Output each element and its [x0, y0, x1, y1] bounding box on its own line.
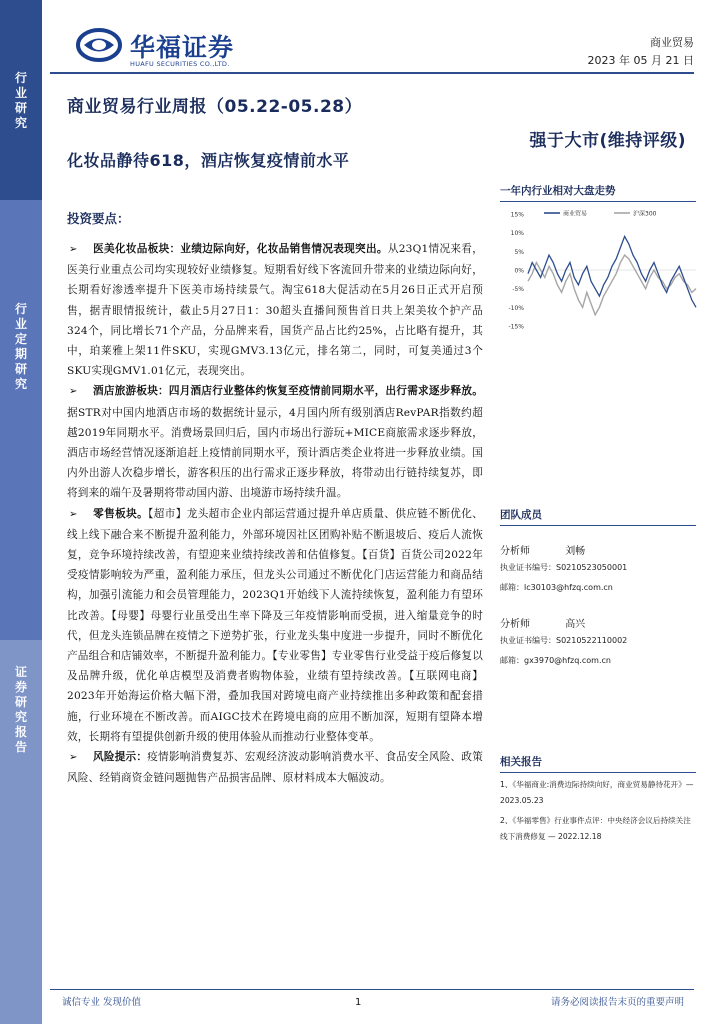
- report-subtitle: 化妆品静待618，酒店恢复疫情前水平: [67, 151, 350, 170]
- sidebar-char: 报: [14, 725, 27, 739]
- sidebar-char: 研: [14, 362, 27, 376]
- sidebar-vertical-text: [15, 303, 27, 393]
- header-category: 商业贸易: [650, 36, 694, 49]
- paragraph-heading: 酒店旅游板块：四月酒店行业整体约恢复至疫情前同期水平，出行需求逐步释放。: [93, 385, 483, 398]
- sidebar-char: 究: [14, 377, 27, 391]
- huafu-logo-icon: [76, 28, 122, 62]
- member-row: [500, 542, 696, 557]
- sidebar-char: 证: [14, 665, 27, 679]
- sidebar-char: 业: [14, 317, 27, 331]
- related-reports: [500, 754, 696, 845]
- paragraph-risk: [67, 747, 483, 788]
- investment-highlights: [67, 209, 483, 788]
- rating-label: 强于大市(维持评级): [529, 131, 686, 151]
- sidebar-char: 期: [14, 347, 27, 361]
- paragraph-text: 【超市】龙头超市企业内部运营通过提升单店质量、供应链不断优化、线上线下融合来不断提升盈利能力，外部环境因社区团购补贴不断退坡后、疫后人流恢复，竞争环境持续改善，有望迎来业绩持续改善和估值修复。【百货】百货公司2022年受疫情影响较为严重，盈利能力承压，但龙头公司通过不断优化门店运营能力和商品结构，加强引流能力和会员管理能力，2023Q1开始线下人流持续恢复，盈利能力有望环比改善。【母婴】母婴行业虽受出生率下降及三年疫情影响而受损，进入缩量竞争的时代，但龙头连锁品牌在疫情之下逆势扩张，行业龙头集中度进一步提升，同时不断优化产品组合和店铺效率，不断提升盈利能力。【专业零售】专业零售行业受益于疫后修复以及品牌升级，优化单店模型及消费者购物体验，业绩有望持续改善。【互联网电商】2023年开始海运价格大幅下滑，叠加我国对跨境电商产业持续推出多种政策和配套措施，行业环境在不断改善。而AIGC技术在跨境电商的应用不断加深，短期有望降本增效，长期将有望提供创新升级的使用体验从而推动行业整体变革。: [67, 507, 483, 743]
- team-title: 团队成员: [500, 507, 696, 526]
- paragraph-heading: 风险提示：: [93, 751, 148, 764]
- member-row: [500, 615, 696, 630]
- sidebar-char: 告: [14, 740, 27, 754]
- y-tick-label: -15%: [508, 323, 524, 331]
- section-title: 投资要点：: [67, 211, 130, 226]
- legend-label: 沪深300: [633, 210, 657, 218]
- sidebar-block-periodic: [0, 200, 42, 640]
- bullet-arrow-icon: ➢: [69, 752, 78, 764]
- paragraph-cosmetics: [67, 239, 483, 381]
- page-number: 1: [355, 997, 362, 1008]
- sidebar-block-research: [0, 0, 42, 200]
- brand-name-cn: 华福证券: [130, 33, 235, 62]
- member-email: 邮箱：gx3970@hfzq.com.cn: [500, 656, 611, 665]
- footer-divider: [50, 989, 694, 990]
- left-sidebar: [0, 0, 42, 1024]
- team-member: [500, 542, 696, 593]
- y-tick-label: -10%: [508, 304, 524, 312]
- related-report-item[interactable]: 2、《华福零售》行业事件点评：中央经济会议后持续关注线下消费修复 — 2022.12.18: [500, 816, 691, 841]
- paragraph-text: 疫情影响消费复苏、宏观经济波动影响消费水平、食品安全风险、政策风险、经销商资金链问题抛售产品损害品牌、原材料成本大幅波动。: [67, 751, 484, 785]
- member-name: 刘畅: [565, 546, 586, 557]
- bullet-arrow-icon: ➢: [69, 508, 78, 520]
- sidebar-vertical-text: [15, 666, 27, 756]
- bullet-arrow-icon: ➢: [69, 386, 78, 398]
- team-section: [500, 507, 696, 666]
- y-tick-label: 15%: [510, 211, 524, 219]
- legend-label: 商业贸易: [563, 210, 588, 218]
- chart-title: 一年内行业相对大盘走势: [500, 183, 696, 202]
- paragraph-hotel-travel: [67, 381, 483, 503]
- y-tick-label: -5%: [512, 286, 524, 294]
- relative-performance-chart: [500, 204, 700, 334]
- member-name: 高兴: [565, 619, 586, 630]
- sidebar-char: 行: [14, 71, 27, 85]
- sidebar-char: 究: [14, 116, 27, 130]
- footer-disclaimer: 请务必阅读报告末页的重要声明: [550, 997, 684, 1008]
- related-report-item[interactable]: 1、《华福商业:消费边际持续向好，商业贸易静待花开》— 2023.05.23: [500, 780, 694, 805]
- footer-slogan: 诚信专业 发现价值: [62, 997, 142, 1008]
- chart-header: [500, 183, 696, 202]
- sidebar-vertical-text: [15, 72, 27, 132]
- team-member: [500, 615, 696, 666]
- related-title: 相关报告: [500, 754, 696, 773]
- sidebar-char: 研: [14, 695, 27, 709]
- member-role: 分析师: [500, 619, 530, 630]
- member-email: 邮箱：lc30103@hfzq.com.cn: [500, 583, 613, 592]
- member-role: 分析师: [500, 546, 530, 557]
- paragraph-text: 从23Q1情况来看，医美行业重点公司均实现较好业绩修复。短期看好线下客流回升带来的业绩边际向好，长期看好渗透率提升下医美市场持续景气。淘宝618大促活动在5月26日正式开启预售，据青眼情报统计，截止5月27日1：30超头直播间预售首日共上架美妆个护产品324个，同比增长71个产品，分品牌来看，国货产品占比约25%，占比略有提升，其中，珀莱雅上架11件SKU，实现GMV3.13亿元，排名第二，同时，可复美通过3个SKU实现GMV1.01亿元，表现突出。: [67, 243, 484, 378]
- sidebar-char: 业: [14, 86, 27, 100]
- member-cert: 执业证书编号：S0210523050001: [500, 563, 628, 572]
- header-date: 2023 年 05 月 21 日: [587, 54, 694, 67]
- member-cert: 执业证书编号：S0210522110002: [500, 636, 628, 645]
- y-tick-label: 0%: [514, 267, 524, 275]
- sidebar-char: 行: [14, 302, 27, 316]
- sidebar-char: 券: [14, 680, 27, 694]
- brand-name-en: HUAFU SECURITIES CO.,LTD.: [130, 60, 230, 68]
- sidebar-char: 研: [14, 101, 27, 115]
- y-tick-label: 10%: [510, 230, 524, 238]
- sidebar-char: 定: [14, 332, 27, 346]
- sidebar-char: 究: [14, 710, 27, 724]
- series-line-1: [528, 236, 696, 307]
- y-tick-label: 5%: [514, 248, 524, 256]
- paragraph-heading: 零售板块。: [93, 507, 149, 520]
- header-divider: [50, 72, 694, 74]
- bullet-arrow-icon: ➢: [69, 244, 78, 255]
- report-title: 商业贸易行业周报（05.22-05.28）: [67, 97, 363, 117]
- paragraph-text: 据STR对中国内地酒店市场的数据统计显示，4月国内所有级别酒店RevPAR指数约超越2019年同期水平。消费场景回归后，国内市场出行游玩+MICE商旅需求逐步释放，酒店市场经营情况逐渐追赶上疫情前同期水平，预计酒店类企业将进一步释放业绩。国内外出游人次稳步增长，游客积压的出行需求正逐步释放，将带动出行链持续复苏，即将到来的端午及暑期将带动国内游、出境游市场持续升温。: [67, 406, 483, 500]
- sidebar-block-report: [0, 640, 42, 1024]
- paragraph-retail: [67, 504, 483, 747]
- paragraph-heading: 医美化妆品板块：业绩边际向好，化妆品销售情况表现突出。: [93, 243, 388, 255]
